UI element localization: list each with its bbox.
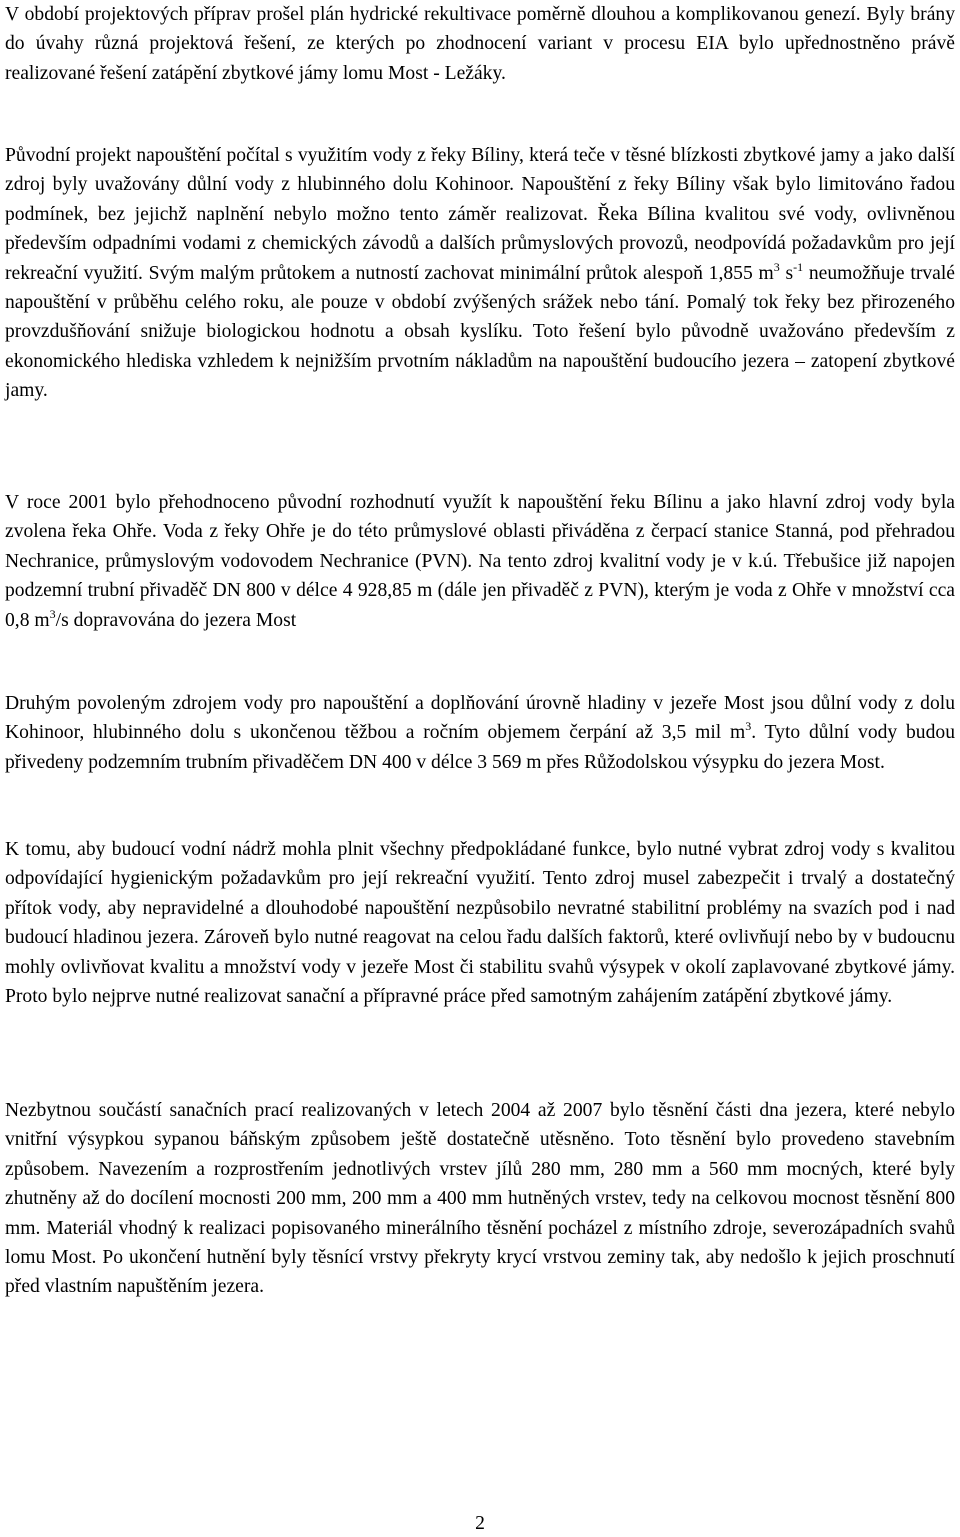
paragraph-text: . Tyto důlní vody budou přivedeny podzemním trubním přivaděčem DN 400 v délce 3 569 m přes Růžodolskou výsypku do jezera Most. — [5, 722, 955, 773]
paragraph-sealing-works: Nezbytnou součástí sanačních prací realizovaných v letech 2004 až 2007 bylo těsnění části dna jezera, které nebylo vnitřní výsypkou sypanou báňským způsobem ještě dostatečně utěsněno. Toto těsnění bylo provedeno stavebním způsobem. Navezením a rozprostřením jednotlivých vrstev jílů 280 mm, 280 mm a 560 mm mocných, které byly zhutněny až do docílení mocnosti 200 mm, 200 mm a 400 mm hutněných vrstev, tedy na celkovou mocnost těsnění 800 mm. Materiál vhodný k realizaci popisovaného minerálního těsnění pocházel z místního zdroje, severozápadních svahů lomu Most. Po ukončení hutnění byly těsnící vrstvy překryty krycí vrstvou zeminy tak, aby nedošlo k jejich proschnutí před vlastním napuštěním jezera. — [5, 1100, 955, 1298]
paragraph-kohinoor-source — [5, 689, 955, 777]
paragraph-original-project-bilina — [5, 141, 955, 406]
superscript: 3 — [49, 606, 56, 621]
page-number: 2 — [475, 1513, 485, 1534]
paragraph-text: neumožňuje trvalé napouštění v průběhu celého roku, ale pouze v období zvýšených srážek nebo tání. Pomalý tok řeky bez přirozeného provzdušňování snižuje biologickou hodnotu a obsah kyslíku. Toto řešení bylo původně uvažováno především z ekonomického hlediska vzhledem k nejnižším prvotním nákladům na napouštění budoucího jezera – zatopení zbytkové jamy. — [5, 262, 955, 402]
paragraph-text: Druhým povoleným zdrojem vody pro napouštění a doplňování úrovně hladiny v jezeře Most jsou důlní vody z dolu Kohinoor, hlubinného dolu s ukončenou těžbou a ročním objemem čerpání až 3,5 mil m — [5, 693, 955, 744]
paragraph-water-quality-requirements: K tomu, aby budoucí vodní nádrž mohla plnit všechny předpokládané funkce, bylo nutné vybrat zdroj vody s kvalitou odpovídající hygienickým požadavkům pro její rekreační využití. Tento zdroj musel zabezpečit i trvalý a dostatečný přítok vody, aby nepravidelné a dlouhodobé napouštění nezpůsobilo nevratné stabilitní problémy na svazích pod i nad budoucí hladinou jezera. Zároveň bylo nutné reagovat na celou řadu dalších faktorů, které ovlivňují nebo by v budoucnu mohly ovlivňovat kvalitu a množství vody v jezeře Most či stabilitu svahů výsypek v okolí zaplavované zbytkové jámy. Proto bylo nejprve nutné realizovat sanační a přípravné práce před samotným zahájením zatápění zbytkové jámy. — [5, 839, 955, 1008]
paragraph-text: /s dopravována do jezera Most — [55, 609, 297, 631]
superscript: 3 — [745, 719, 752, 734]
superscript: 3 — [773, 259, 780, 274]
paragraph-text: V roce 2001 bylo přehodnoceno původní rozhodnutí využít k napouštění řeku Bílinu a jako hlavní zdroj vody byla zvolena řeka Ohře. Voda z řeky Ohře je do této průmyslové oblasti přiváděna z čerpací stanice Stanná, pod přehradou Nechranice, průmyslovým vodovodem Nechranice (PVN). Na tento zdroj kvalitní vody je v k.ú. Třebušice již napojen podzemní trubní přivaděč DN 800 v délce 4 928,85 m (dále jen přivaděč z PVN), kterým je voda z Ohře v množství cca 0,8 m — [5, 492, 955, 631]
paragraph-text: s — [779, 262, 794, 284]
paragraph-project-preparation: V období projektových příprav prošel plán hydrické rekultivace poměrně dlouhou a komplikovanou genezí. Byly brány do úvahy různá projektová řešení, ze kterých po zhodnocení variant v procesu EIA bylo upřednostněno právě realizované řešení zatápění zbytkové jámy lomu Most - Ležáky. — [5, 4, 955, 84]
paragraph-ohre-source — [5, 488, 955, 635]
paragraph-text: Původní projekt napouštění počítal s využitím vody z řeky Bíliny, která teče v těsné blízkosti zbytkové jamy a jako další zdroj byly uvažovány důlní vody z hlubinného dolu Kohinoor. Napouštění z řeky Bíliny však bylo limitováno řadou podmínek, bez jejichž naplnění nebylo možno tento záměr realizovat. Řeka Bílina kvalitou své vody, ovlivněnou především odpadními vodami z chemických závodů a dalších průmyslových provozů, neodpovídá požadavkům pro její rekreační využití. Svým malým průtokem a nutností zachovat minimální průtok alespoň 1,855 m — [5, 145, 955, 284]
superscript: -1 — [793, 259, 804, 274]
